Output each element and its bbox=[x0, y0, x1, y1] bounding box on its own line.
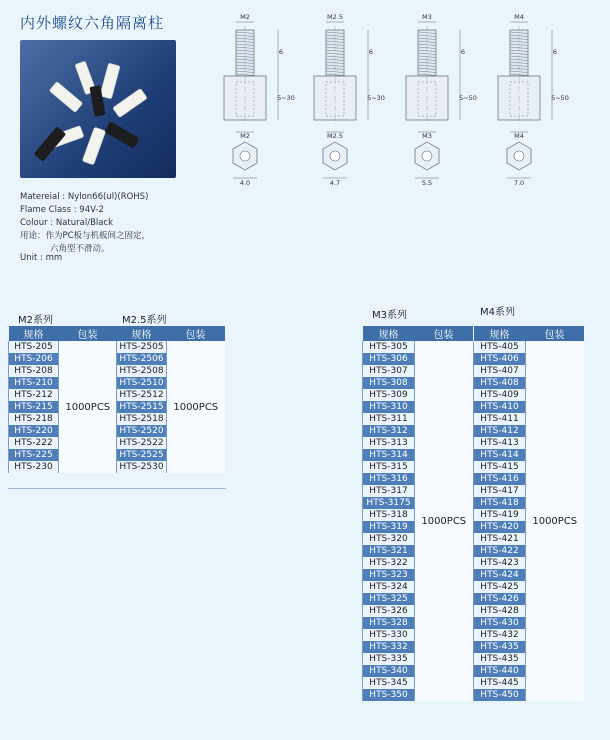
part-code: HTS-407 bbox=[474, 365, 526, 377]
part-code: HTS-2508 bbox=[117, 365, 167, 377]
standoff-diagram-4 bbox=[492, 8, 582, 188]
part-code: HTS-311 bbox=[363, 413, 415, 425]
table-row bbox=[363, 341, 473, 353]
part-code: HTS-225 bbox=[9, 449, 59, 461]
table-row bbox=[117, 341, 225, 353]
column-header-packing: 包装 bbox=[59, 326, 117, 341]
part-code: HTS-417 bbox=[474, 485, 526, 497]
body-length-label: 5~30 bbox=[277, 94, 295, 102]
part-code: HTS-330 bbox=[363, 629, 415, 641]
part-code: HTS-415 bbox=[474, 461, 526, 473]
spec-table-m3 bbox=[362, 326, 473, 701]
body-length-label: 5~50 bbox=[551, 94, 569, 102]
spec-table-m2 bbox=[8, 326, 117, 473]
part-code: HTS-321 bbox=[363, 545, 415, 557]
thread-size-top-label: M2.5 bbox=[327, 13, 343, 21]
part-code: HTS-350 bbox=[363, 689, 415, 701]
spec-table-m25 bbox=[116, 326, 225, 473]
part-code: HTS-412 bbox=[474, 425, 526, 437]
part-code: HTS-428 bbox=[474, 605, 526, 617]
spec-use-continued: 六角型不滑动。 bbox=[50, 244, 110, 254]
part-code: HTS-314 bbox=[363, 449, 415, 461]
part-code: HTS-218 bbox=[9, 413, 59, 425]
spec-use: 用途：作为PC板与机板间之固定， bbox=[20, 231, 151, 241]
part-code: HTS-312 bbox=[363, 425, 415, 437]
part-code: HTS-210 bbox=[9, 377, 59, 389]
thread-length-label: 6 bbox=[552, 48, 558, 56]
part-code: HTS-332 bbox=[363, 641, 415, 653]
part-code: HTS-307 bbox=[363, 365, 415, 377]
part-code: HTS-322 bbox=[363, 557, 415, 569]
part-code: HTS-408 bbox=[474, 377, 526, 389]
part-code: HTS-318 bbox=[363, 509, 415, 521]
spec-colour: Colour : Natural/Black bbox=[20, 218, 114, 228]
part-code: HTS-316 bbox=[363, 473, 415, 485]
part-code: HTS-305 bbox=[363, 341, 415, 353]
thread-size-bottom-label: M2.5 bbox=[327, 132, 343, 140]
part-code: HTS-421 bbox=[474, 533, 526, 545]
body-length-label: 5~50 bbox=[459, 94, 477, 102]
part-code: HTS-315 bbox=[363, 461, 415, 473]
part-code: HTS-309 bbox=[363, 389, 415, 401]
part-code: HTS-3175 bbox=[363, 497, 415, 509]
part-code: HTS-206 bbox=[9, 353, 59, 365]
part-code: HTS-450 bbox=[474, 689, 526, 701]
column-header-spec: 规格 bbox=[9, 326, 59, 341]
part-code: HTS-435 bbox=[474, 653, 526, 665]
part-code: HTS-426 bbox=[474, 593, 526, 605]
standoff-diagram-2 bbox=[308, 8, 398, 188]
packing-quantity: 1000PCS bbox=[59, 341, 117, 473]
thread-length-label: 6 bbox=[368, 48, 374, 56]
part-code: HTS-320 bbox=[363, 533, 415, 545]
part-code: HTS-325 bbox=[363, 593, 415, 605]
part-code: HTS-409 bbox=[474, 389, 526, 401]
hex-width-label: 4.0 bbox=[239, 179, 251, 187]
part-code: HTS-212 bbox=[9, 389, 59, 401]
column-header-packing: 包装 bbox=[526, 326, 584, 341]
thread-size-bottom-label: M2 bbox=[240, 132, 250, 140]
part-code: HTS-328 bbox=[363, 617, 415, 629]
part-code: HTS-335 bbox=[363, 653, 415, 665]
part-code: HTS-340 bbox=[363, 665, 415, 677]
standoff-diagram-3 bbox=[400, 8, 490, 188]
part-code: HTS-222 bbox=[9, 437, 59, 449]
part-code: HTS-2515 bbox=[117, 401, 167, 413]
part-code: HTS-419 bbox=[474, 509, 526, 521]
thread-length-label: 6 bbox=[278, 48, 284, 56]
part-code: HTS-326 bbox=[363, 605, 415, 617]
part-code: HTS-324 bbox=[363, 581, 415, 593]
body-length-label: 5~30 bbox=[367, 94, 385, 102]
column-header-spec: 规格 bbox=[117, 326, 167, 341]
part-code: HTS-432 bbox=[474, 629, 526, 641]
column-header-spec: 规格 bbox=[474, 326, 526, 341]
part-code: HTS-220 bbox=[9, 425, 59, 437]
part-code: HTS-2525 bbox=[117, 449, 167, 461]
thread-size-bottom-label: M3 bbox=[422, 132, 432, 140]
part-code: HTS-405 bbox=[474, 341, 526, 353]
part-code: HTS-310 bbox=[363, 401, 415, 413]
part-code: HTS-205 bbox=[9, 341, 59, 353]
hex-width-label: 4.7 bbox=[329, 179, 341, 187]
packing-quantity: 1000PCS bbox=[526, 341, 584, 701]
part-code: HTS-317 bbox=[363, 485, 415, 497]
part-code: HTS-414 bbox=[474, 449, 526, 461]
part-code: HTS-2522 bbox=[117, 437, 167, 449]
series-label-m2: M2系列 bbox=[18, 315, 53, 326]
column-header-packing: 包装 bbox=[167, 326, 225, 341]
series-label-m25: M2.5系列 bbox=[122, 315, 167, 326]
part-code: HTS-418 bbox=[474, 497, 526, 509]
table-row bbox=[474, 341, 584, 353]
part-code: HTS-308 bbox=[363, 377, 415, 389]
series-label-m4: M4系列 bbox=[480, 307, 515, 318]
hex-width-label: 5.5 bbox=[421, 179, 433, 187]
part-code: HTS-215 bbox=[9, 401, 59, 413]
product-photo bbox=[20, 40, 176, 178]
part-code: HTS-410 bbox=[474, 401, 526, 413]
hex-width-label: 7.0 bbox=[513, 179, 525, 187]
part-code: HTS-323 bbox=[363, 569, 415, 581]
part-code: HTS-424 bbox=[474, 569, 526, 581]
thread-size-bottom-label: M4 bbox=[514, 132, 524, 140]
standoff-diagram-1 bbox=[218, 8, 308, 188]
part-code: HTS-2510 bbox=[117, 377, 167, 389]
spec-flame-class: Flame Class : 94V-2 bbox=[20, 205, 104, 215]
part-code: HTS-2512 bbox=[117, 389, 167, 401]
thread-size-top-label: M2 bbox=[240, 13, 250, 21]
standoffs-illustration bbox=[20, 40, 176, 178]
part-code: HTS-2506 bbox=[117, 353, 167, 365]
table-divider bbox=[8, 488, 226, 489]
part-code: HTS-423 bbox=[474, 557, 526, 569]
part-code: HTS-2505 bbox=[117, 341, 167, 353]
part-code: HTS-416 bbox=[474, 473, 526, 485]
part-code: HTS-420 bbox=[474, 521, 526, 533]
part-code: HTS-406 bbox=[474, 353, 526, 365]
part-code: HTS-345 bbox=[363, 677, 415, 689]
part-code: HTS-208 bbox=[9, 365, 59, 377]
part-code: HTS-413 bbox=[474, 437, 526, 449]
page-title: 内外螺纹六角隔离柱 bbox=[20, 14, 165, 32]
part-code: HTS-430 bbox=[474, 617, 526, 629]
packing-quantity: 1000PCS bbox=[415, 341, 473, 701]
part-code: HTS-319 bbox=[363, 521, 415, 533]
column-header-spec: 规格 bbox=[363, 326, 415, 341]
thread-size-top-label: M3 bbox=[422, 13, 432, 21]
part-code: HTS-2518 bbox=[117, 413, 167, 425]
part-code: HTS-445 bbox=[474, 677, 526, 689]
spec-material: Matereial : Nylon66(ul)(ROHS) bbox=[20, 192, 149, 202]
part-code: HTS-2530 bbox=[117, 461, 167, 473]
packing-quantity: 1000PCS bbox=[167, 341, 225, 473]
thread-length-label: 6 bbox=[460, 48, 466, 56]
series-label-m3: M3系列 bbox=[372, 310, 407, 321]
part-code: HTS-411 bbox=[474, 413, 526, 425]
part-code: HTS-306 bbox=[363, 353, 415, 365]
part-code: HTS-425 bbox=[474, 581, 526, 593]
column-header-packing: 包装 bbox=[415, 326, 473, 341]
spec-unit: Unit : mm bbox=[20, 253, 63, 263]
part-code: HTS-422 bbox=[474, 545, 526, 557]
part-code: HTS-435 bbox=[474, 641, 526, 653]
thread-size-top-label: M4 bbox=[514, 13, 524, 21]
part-code: HTS-230 bbox=[9, 461, 59, 473]
table-row bbox=[9, 341, 117, 353]
part-code: HTS-2520 bbox=[117, 425, 167, 437]
spec-table-m4 bbox=[473, 326, 584, 701]
part-code: HTS-440 bbox=[474, 665, 526, 677]
part-code: HTS-313 bbox=[363, 437, 415, 449]
